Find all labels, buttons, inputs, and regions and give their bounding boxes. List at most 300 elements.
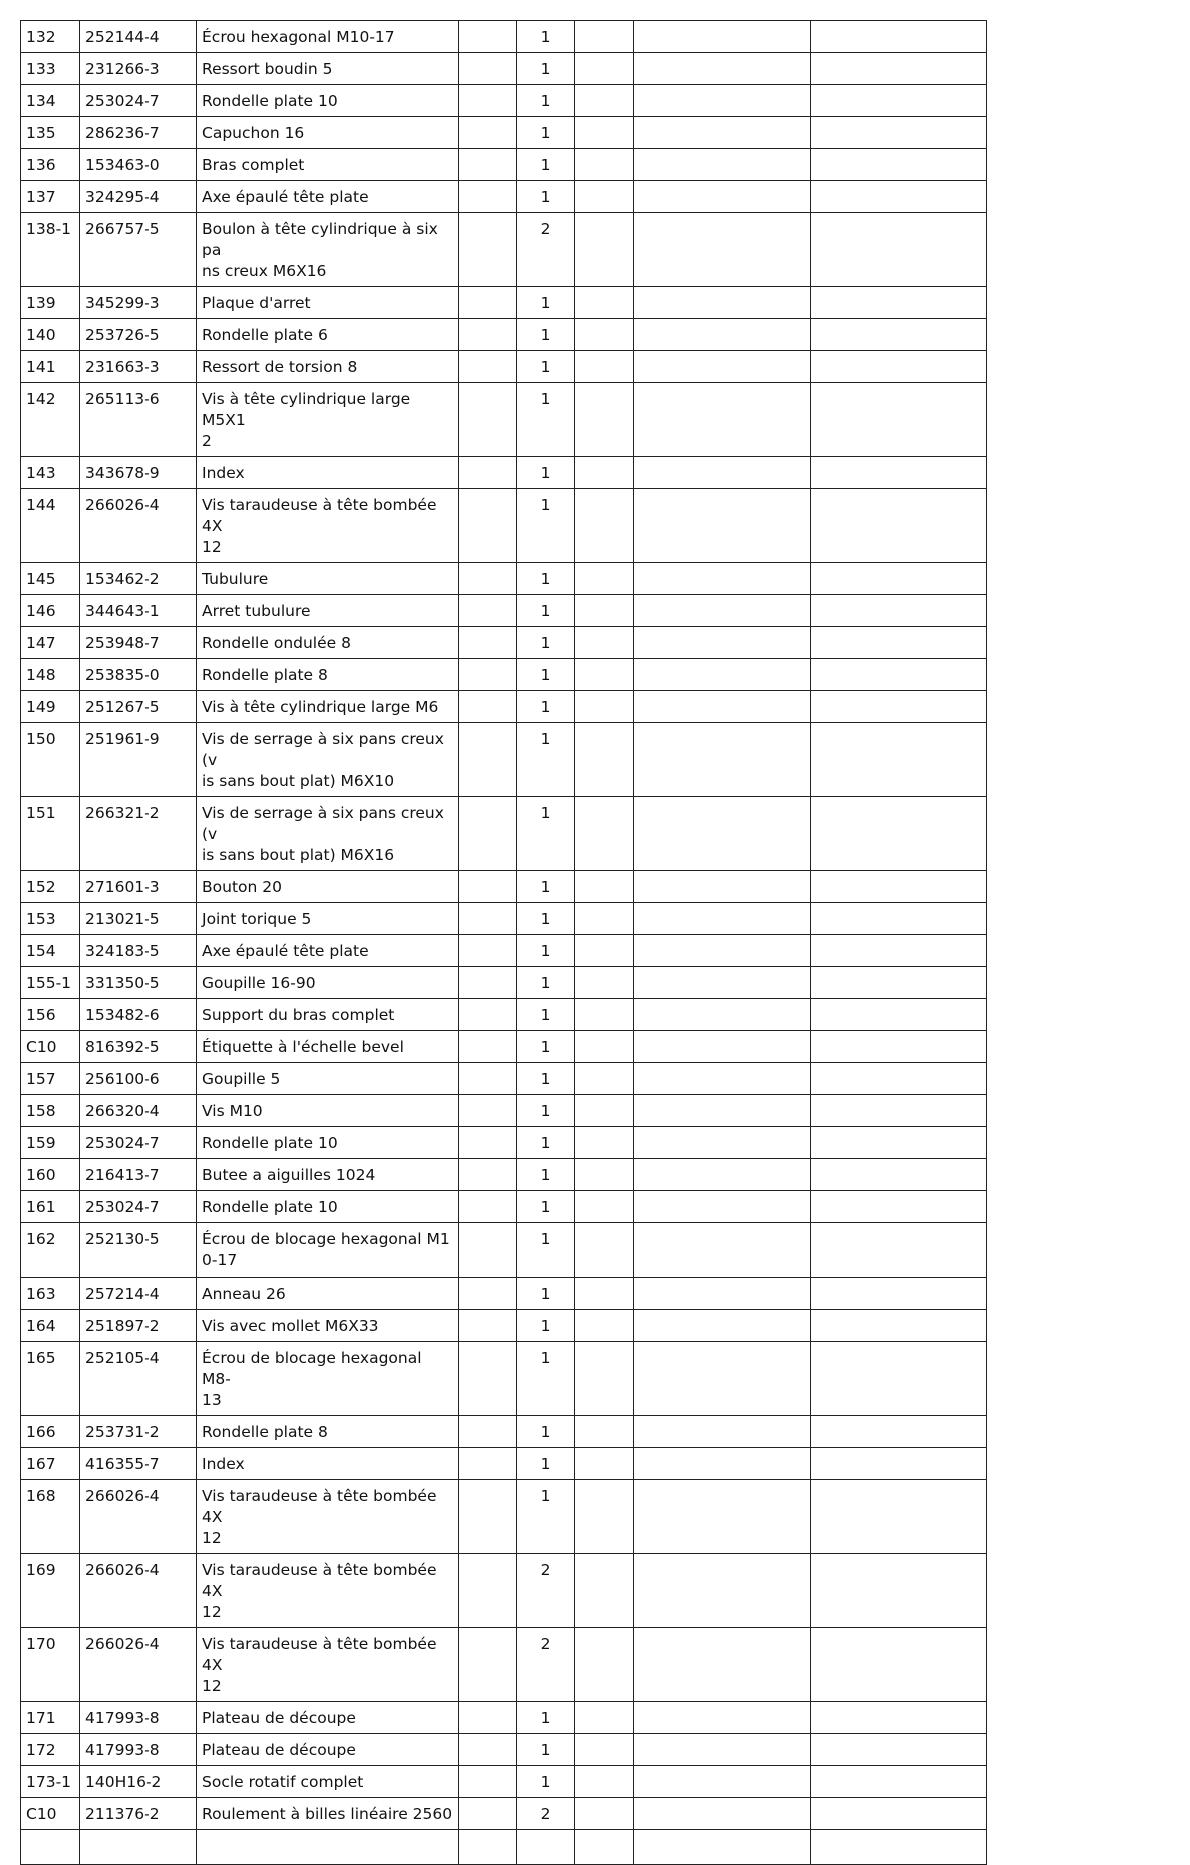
empty-cell	[811, 1191, 987, 1223]
part-reference-cell: 231266-3	[80, 53, 197, 85]
description-cell: Vis de serrage à six pans creux (v is sans bout plat) M6X10	[197, 723, 459, 797]
description-cell: Anneau 26	[197, 1278, 459, 1310]
description-cell: Rondelle plate 6	[197, 319, 459, 351]
item-number-cell: 151	[21, 797, 80, 871]
empty-cell	[634, 1702, 811, 1734]
quantity-cell: 1	[517, 1734, 575, 1766]
part-reference-cell: 266321-2	[80, 797, 197, 871]
item-number-cell: 168	[21, 1480, 80, 1554]
empty-cell	[575, 1448, 634, 1480]
quantity-cell: 1	[517, 319, 575, 351]
empty-cell	[575, 797, 634, 871]
empty-cell	[634, 1628, 811, 1702]
part-reference-cell: 231663-3	[80, 351, 197, 383]
empty-cell	[575, 21, 634, 53]
table-row	[21, 85, 987, 117]
part-reference-cell: 140H16-2	[80, 1766, 197, 1798]
item-number-cell: 173-1	[21, 1766, 80, 1798]
empty-cell	[634, 1159, 811, 1191]
empty-cell	[575, 627, 634, 659]
empty-cell	[459, 1342, 517, 1416]
part-reference-cell: 213021-5	[80, 903, 197, 935]
empty-cell	[634, 563, 811, 595]
empty-cell	[459, 935, 517, 967]
item-number-cell: 133	[21, 53, 80, 85]
part-reference-cell	[80, 1830, 197, 1865]
empty-cell	[459, 999, 517, 1031]
table-row	[21, 723, 987, 797]
empty-cell	[811, 1734, 987, 1766]
empty-cell	[575, 457, 634, 489]
empty-cell	[459, 967, 517, 999]
table-row	[21, 383, 987, 457]
empty-cell	[459, 1310, 517, 1342]
description-cell: Support du bras complet	[197, 999, 459, 1031]
description-cell: Plateau de découpe	[197, 1734, 459, 1766]
item-number-cell: 155-1	[21, 967, 80, 999]
part-reference-cell: 266026-4	[80, 1480, 197, 1554]
empty-cell	[575, 85, 634, 117]
quantity-cell: 1	[517, 935, 575, 967]
empty-cell	[634, 457, 811, 489]
empty-cell	[575, 1628, 634, 1702]
empty-cell	[634, 903, 811, 935]
empty-cell	[575, 999, 634, 1031]
description-cell: Vis taraudeuse à tête bombée 4X 12	[197, 1480, 459, 1554]
table-row	[21, 213, 987, 287]
item-number-cell: 144	[21, 489, 80, 563]
empty-cell	[811, 1416, 987, 1448]
quantity-cell: 2	[517, 1798, 575, 1830]
quantity-cell: 1	[517, 627, 575, 659]
empty-cell	[575, 935, 634, 967]
empty-cell	[634, 117, 811, 149]
description-cell: Arret tubulure	[197, 595, 459, 627]
part-reference-cell: 257214-4	[80, 1278, 197, 1310]
table-row	[21, 1554, 987, 1628]
description-cell: Index	[197, 1448, 459, 1480]
table-row	[21, 659, 987, 691]
empty-cell	[459, 319, 517, 351]
empty-cell	[459, 489, 517, 563]
quantity-cell: 1	[517, 1278, 575, 1310]
item-number-cell: 141	[21, 351, 80, 383]
description-cell: Rondelle plate 10	[197, 85, 459, 117]
empty-cell	[811, 287, 987, 319]
empty-cell	[459, 1031, 517, 1063]
empty-cell	[811, 213, 987, 287]
item-number-cell: 152	[21, 871, 80, 903]
quantity-cell: 1	[517, 457, 575, 489]
quantity-cell: 1	[517, 287, 575, 319]
part-reference-cell: 331350-5	[80, 967, 197, 999]
quantity-cell: 1	[517, 1448, 575, 1480]
empty-cell	[811, 1554, 987, 1628]
empty-cell	[634, 213, 811, 287]
part-reference-cell: 266026-4	[80, 1554, 197, 1628]
empty-cell	[811, 999, 987, 1031]
table-row	[21, 1798, 987, 1830]
empty-cell	[634, 627, 811, 659]
description-cell: Bras complet	[197, 149, 459, 181]
table-row	[21, 1480, 987, 1554]
empty-cell	[575, 1342, 634, 1416]
quantity-cell: 1	[517, 117, 575, 149]
part-reference-cell: 324295-4	[80, 181, 197, 213]
quantity-cell: 1	[517, 351, 575, 383]
table-row	[21, 1766, 987, 1798]
empty-cell	[811, 1278, 987, 1310]
empty-cell	[634, 1223, 811, 1278]
empty-cell	[575, 1734, 634, 1766]
table-row	[21, 21, 987, 53]
item-number-cell: 162	[21, 1223, 80, 1278]
empty-cell	[459, 563, 517, 595]
empty-cell	[575, 595, 634, 627]
table-row	[21, 935, 987, 967]
empty-cell	[459, 627, 517, 659]
part-reference-cell: 153482-6	[80, 999, 197, 1031]
description-cell: Butee a aiguilles 1024	[197, 1159, 459, 1191]
description-cell: Ressort de torsion 8	[197, 351, 459, 383]
item-number-cell: 148	[21, 659, 80, 691]
empty-cell	[575, 723, 634, 797]
table-row	[21, 999, 987, 1031]
empty-cell	[811, 1310, 987, 1342]
part-reference-cell: 271601-3	[80, 871, 197, 903]
description-cell: Rondelle ondulée 8	[197, 627, 459, 659]
empty-cell	[811, 595, 987, 627]
empty-cell	[634, 21, 811, 53]
description-cell: Goupille 5	[197, 1063, 459, 1095]
description-cell: Écrou de blocage hexagonal M1 0-17	[197, 1223, 459, 1278]
description-cell: Plaque d'arret	[197, 287, 459, 319]
item-number-cell: 167	[21, 1448, 80, 1480]
item-number-cell: C10	[21, 1031, 80, 1063]
description-cell: Goupille 16-90	[197, 967, 459, 999]
empty-cell	[459, 1734, 517, 1766]
table-row	[21, 1702, 987, 1734]
empty-cell	[811, 935, 987, 967]
empty-cell	[634, 1191, 811, 1223]
quantity-cell: 1	[517, 691, 575, 723]
item-number-cell: 159	[21, 1127, 80, 1159]
item-number-cell: 140	[21, 319, 80, 351]
empty-cell	[634, 659, 811, 691]
table-row	[21, 489, 987, 563]
quantity-cell: 1	[517, 1766, 575, 1798]
empty-cell	[459, 659, 517, 691]
empty-cell	[811, 1063, 987, 1095]
parts-table	[20, 20, 987, 1865]
quantity-cell: 1	[517, 723, 575, 797]
empty-cell	[575, 1063, 634, 1095]
item-number-cell: 171	[21, 1702, 80, 1734]
item-number-cell: 136	[21, 149, 80, 181]
empty-cell	[459, 723, 517, 797]
empty-cell	[459, 903, 517, 935]
table-row	[21, 149, 987, 181]
empty-cell	[811, 1159, 987, 1191]
empty-cell	[575, 1223, 634, 1278]
item-number-cell: 156	[21, 999, 80, 1031]
part-reference-cell: 153462-2	[80, 563, 197, 595]
item-number-cell: C10	[21, 1798, 80, 1830]
table-row	[21, 1063, 987, 1095]
empty-cell	[811, 1830, 987, 1865]
description-cell: Étiquette à l'échelle bevel	[197, 1031, 459, 1063]
item-number-cell: 163	[21, 1278, 80, 1310]
quantity-cell: 1	[517, 871, 575, 903]
quantity-cell: 1	[517, 595, 575, 627]
quantity-cell: 1	[517, 1223, 575, 1278]
description-cell: Ressort boudin 5	[197, 53, 459, 85]
empty-cell	[634, 723, 811, 797]
item-number-cell: 157	[21, 1063, 80, 1095]
item-number-cell: 134	[21, 85, 80, 117]
empty-cell	[811, 967, 987, 999]
description-cell: Vis avec mollet M6X33	[197, 1310, 459, 1342]
empty-cell	[811, 691, 987, 723]
empty-cell	[634, 1480, 811, 1554]
empty-cell	[634, 1766, 811, 1798]
item-number-cell: 166	[21, 1416, 80, 1448]
empty-cell	[811, 871, 987, 903]
item-number-cell: 142	[21, 383, 80, 457]
empty-cell	[575, 1766, 634, 1798]
part-reference-cell: 253024-7	[80, 85, 197, 117]
empty-cell	[634, 1448, 811, 1480]
empty-cell	[634, 1127, 811, 1159]
table-row	[21, 319, 987, 351]
item-number-cell: 132	[21, 21, 80, 53]
description-cell: Capuchon 16	[197, 117, 459, 149]
part-reference-cell: 211376-2	[80, 1798, 197, 1830]
part-reference-cell: 253948-7	[80, 627, 197, 659]
description-cell: Roulement à billes linéaire 2560	[197, 1798, 459, 1830]
part-reference-cell: 266320-4	[80, 1095, 197, 1127]
empty-cell	[811, 1031, 987, 1063]
part-reference-cell: 216413-7	[80, 1159, 197, 1191]
item-number-cell: 158	[21, 1095, 80, 1127]
part-reference-cell: 417993-8	[80, 1734, 197, 1766]
empty-cell	[811, 1702, 987, 1734]
description-cell: Écrou hexagonal M10-17	[197, 21, 459, 53]
empty-cell	[634, 1310, 811, 1342]
item-number-cell: 145	[21, 563, 80, 595]
description-cell: Vis à tête cylindrique large M5X1 2	[197, 383, 459, 457]
empty-cell	[575, 213, 634, 287]
table-row	[21, 967, 987, 999]
part-reference-cell: 251961-9	[80, 723, 197, 797]
empty-cell	[575, 1416, 634, 1448]
quantity-cell: 1	[517, 53, 575, 85]
empty-cell	[811, 149, 987, 181]
table-row	[21, 903, 987, 935]
quantity-cell: 1	[517, 1191, 575, 1223]
empty-cell	[634, 967, 811, 999]
part-reference-cell: 253024-7	[80, 1127, 197, 1159]
table-row	[21, 797, 987, 871]
empty-cell	[459, 1830, 517, 1865]
empty-cell	[459, 1159, 517, 1191]
empty-cell	[459, 1702, 517, 1734]
description-cell: Axe épaulé tête plate	[197, 935, 459, 967]
empty-cell	[575, 903, 634, 935]
empty-cell	[459, 1628, 517, 1702]
empty-cell	[634, 85, 811, 117]
empty-cell	[459, 1766, 517, 1798]
parts-table-body	[21, 21, 987, 1865]
empty-cell	[575, 181, 634, 213]
part-reference-cell: 153463-0	[80, 149, 197, 181]
empty-cell	[459, 213, 517, 287]
item-number-cell: 139	[21, 287, 80, 319]
empty-cell	[634, 53, 811, 85]
empty-cell	[811, 627, 987, 659]
table-row	[21, 1416, 987, 1448]
empty-cell	[634, 1554, 811, 1628]
empty-cell	[575, 1127, 634, 1159]
part-reference-cell: 251897-2	[80, 1310, 197, 1342]
table-row	[21, 871, 987, 903]
description-cell: Axe épaulé tête plate	[197, 181, 459, 213]
empty-cell	[811, 319, 987, 351]
quantity-cell: 1	[517, 1063, 575, 1095]
part-reference-cell: 253731-2	[80, 1416, 197, 1448]
empty-cell	[634, 935, 811, 967]
empty-cell	[575, 1480, 634, 1554]
empty-cell	[575, 1702, 634, 1734]
empty-cell	[811, 563, 987, 595]
empty-cell	[575, 691, 634, 723]
empty-cell	[575, 1159, 634, 1191]
empty-cell	[634, 595, 811, 627]
part-reference-cell: 266026-4	[80, 1628, 197, 1702]
part-reference-cell: 344643-1	[80, 595, 197, 627]
quantity-cell: 1	[517, 1416, 575, 1448]
empty-cell	[634, 1031, 811, 1063]
part-reference-cell: 266757-5	[80, 213, 197, 287]
table-row	[21, 1159, 987, 1191]
empty-cell	[459, 1416, 517, 1448]
item-number-cell: 172	[21, 1734, 80, 1766]
table-row	[21, 1127, 987, 1159]
description-cell: Vis M10	[197, 1095, 459, 1127]
item-number-cell: 161	[21, 1191, 80, 1223]
part-reference-cell: 343678-9	[80, 457, 197, 489]
empty-cell	[459, 383, 517, 457]
empty-cell	[811, 1798, 987, 1830]
empty-cell	[459, 797, 517, 871]
empty-cell	[811, 1766, 987, 1798]
table-row	[21, 1628, 987, 1702]
empty-cell	[459, 21, 517, 53]
item-number-cell: 146	[21, 595, 80, 627]
empty-cell	[459, 53, 517, 85]
empty-cell	[811, 53, 987, 85]
empty-cell	[811, 1127, 987, 1159]
quantity-cell	[517, 1830, 575, 1865]
table-row	[21, 1830, 987, 1865]
empty-cell	[811, 723, 987, 797]
empty-cell	[459, 1448, 517, 1480]
description-cell: Vis taraudeuse à tête bombée 4X 12	[197, 489, 459, 563]
item-number-cell: 135	[21, 117, 80, 149]
quantity-cell: 1	[517, 659, 575, 691]
table-row	[21, 457, 987, 489]
empty-cell	[811, 1480, 987, 1554]
description-cell: Plateau de découpe	[197, 1702, 459, 1734]
empty-cell	[459, 1798, 517, 1830]
empty-cell	[575, 1830, 634, 1865]
empty-cell	[811, 1448, 987, 1480]
item-number-cell: 164	[21, 1310, 80, 1342]
empty-cell	[634, 181, 811, 213]
empty-cell	[811, 457, 987, 489]
empty-cell	[575, 1191, 634, 1223]
quantity-cell: 1	[517, 1480, 575, 1554]
empty-cell	[459, 149, 517, 181]
empty-cell	[575, 287, 634, 319]
empty-cell	[634, 691, 811, 723]
empty-cell	[459, 871, 517, 903]
empty-cell	[634, 287, 811, 319]
empty-cell	[811, 659, 987, 691]
empty-cell	[634, 149, 811, 181]
table-row	[21, 1734, 987, 1766]
quantity-cell: 1	[517, 797, 575, 871]
table-row	[21, 1095, 987, 1127]
description-cell: Joint torique 5	[197, 903, 459, 935]
description-cell: Tubulure	[197, 563, 459, 595]
empty-cell	[575, 1031, 634, 1063]
quantity-cell: 1	[517, 85, 575, 117]
quantity-cell: 1	[517, 489, 575, 563]
empty-cell	[459, 287, 517, 319]
empty-cell	[459, 1480, 517, 1554]
empty-cell	[811, 383, 987, 457]
description-cell: Vis taraudeuse à tête bombée 4X 12	[197, 1628, 459, 1702]
empty-cell	[459, 595, 517, 627]
empty-cell	[634, 383, 811, 457]
description-cell: Rondelle plate 8	[197, 1416, 459, 1448]
part-reference-cell: 252130-5	[80, 1223, 197, 1278]
item-number-cell: 153	[21, 903, 80, 935]
empty-cell	[459, 691, 517, 723]
empty-cell	[811, 351, 987, 383]
table-row	[21, 53, 987, 85]
item-number-cell: 149	[21, 691, 80, 723]
quantity-cell: 2	[517, 1628, 575, 1702]
empty-cell	[634, 1063, 811, 1095]
part-reference-cell: 416355-7	[80, 1448, 197, 1480]
quantity-cell: 1	[517, 1031, 575, 1063]
empty-cell	[811, 117, 987, 149]
quantity-cell: 2	[517, 213, 575, 287]
item-number-cell: 138-1	[21, 213, 80, 287]
empty-cell	[634, 351, 811, 383]
empty-cell	[459, 181, 517, 213]
empty-cell	[459, 1191, 517, 1223]
part-reference-cell: 251267-5	[80, 691, 197, 723]
part-reference-cell: 253835-0	[80, 659, 197, 691]
empty-cell	[811, 1628, 987, 1702]
item-number-cell	[21, 1830, 80, 1865]
empty-cell	[634, 871, 811, 903]
table-row	[21, 691, 987, 723]
empty-cell	[634, 1416, 811, 1448]
